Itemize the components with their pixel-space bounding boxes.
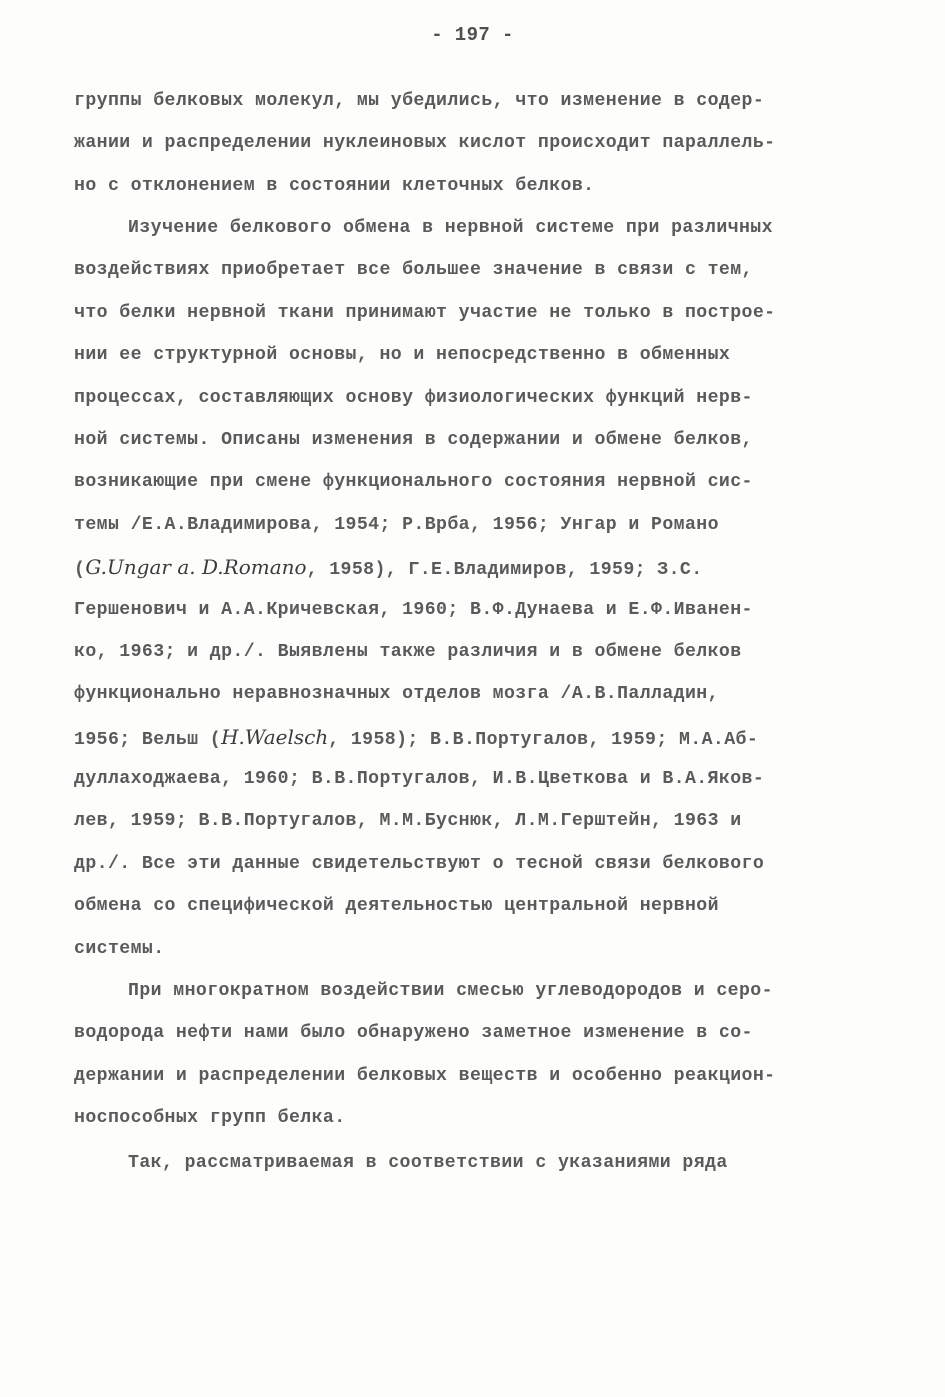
text-fragment: , 1958); В.В.Португалов, 1959; М.А.Аб- — [328, 729, 759, 750]
text-line: ко, 1963; и др./. Выявлены также различия и в обмене белков — [74, 641, 742, 662]
text-line: группы белковых молекул, мы убедились, что изменение в содер- — [74, 91, 765, 111]
text-line: жании и распределении нуклеиновых кислот происходит параллель- — [74, 133, 776, 154]
text-line: но с отклонением в состоянии клеточных белков. — [74, 175, 595, 196]
text-line: функционально неравнозначных отделов мозга /А.В.Палладин, — [74, 684, 719, 705]
text-line: дуллаходжаева, 1960; В.В.Португалов, И.В.Цветкова и В.А.Яков- — [74, 769, 765, 790]
text-line: темы /Е.А.Владимирова, 1954; Р.Врба, 1956; Унгар и Романо — [74, 514, 719, 535]
text-line: возникающие при смене функционального состояния нервной сис- — [74, 472, 753, 493]
text-line: водорода нефти нами было обнаружено заметное изменение в со- — [74, 1023, 753, 1044]
text-line: воздействиях приобретает все большее значение в связи с тем, — [74, 260, 753, 281]
text-line: обмена со специфической деятельностью центральной нервной — [74, 896, 719, 917]
text-line-with-handwriting — [74, 716, 874, 758]
text-line: что белки нервной ткани принимают участие не только в построе- — [74, 302, 776, 323]
text-line: Так, рассматриваемая в соответствии с указаниями ряда — [128, 1153, 728, 1173]
text-line: системы. — [74, 938, 165, 959]
text-line: Изучение белкового обмена в нервной системе при различных — [128, 218, 773, 238]
text-line: нии ее структурной основы, но и непосредственно в обменных — [74, 345, 731, 366]
text-fragment: ( — [74, 560, 86, 581]
text-line: носпособных групп белка. — [74, 1108, 346, 1129]
handwritten-citation: H.Waelsch — [221, 724, 329, 749]
paragraph-1 — [74, 80, 874, 207]
page-number: - 197 - — [431, 24, 514, 46]
text-line: При многократном воздействии смесью углеводородов и серо- — [128, 981, 773, 1001]
text-line-with-handwriting — [74, 546, 874, 588]
text-line: Гершенович и А.А.Кричевская, 1960; В.Ф.Дунаева и Е.Ф.Иванен- — [74, 599, 753, 620]
text-line: лев, 1959; В.В.Португалов, М.М.Буснюк, Л.М.Герштейн, 1963 и — [74, 811, 742, 832]
text-line: ной системы. Описаны изменения в содержании и обмене белков, — [74, 429, 753, 450]
handwritten-citation: G.Ungar a. D.Romano — [85, 555, 307, 580]
text-fragment: , 1958), Г.Е.Владимиров, 1959; З.С. — [306, 560, 703, 581]
text-fragment: 1956; Вельш ( — [74, 729, 222, 750]
text-line: др./. Все эти данные свидетельствуют о тесной связи белкового — [74, 853, 765, 874]
paragraph-3 — [74, 970, 874, 1140]
paragraph-4 — [74, 1142, 874, 1184]
text-line: держании и распределении белковых веществ и особенно реакцион- — [74, 1065, 776, 1086]
text-line: процессах, составляющих основу физиологических функций нерв- — [74, 387, 753, 408]
paragraph-2 — [74, 207, 874, 970]
